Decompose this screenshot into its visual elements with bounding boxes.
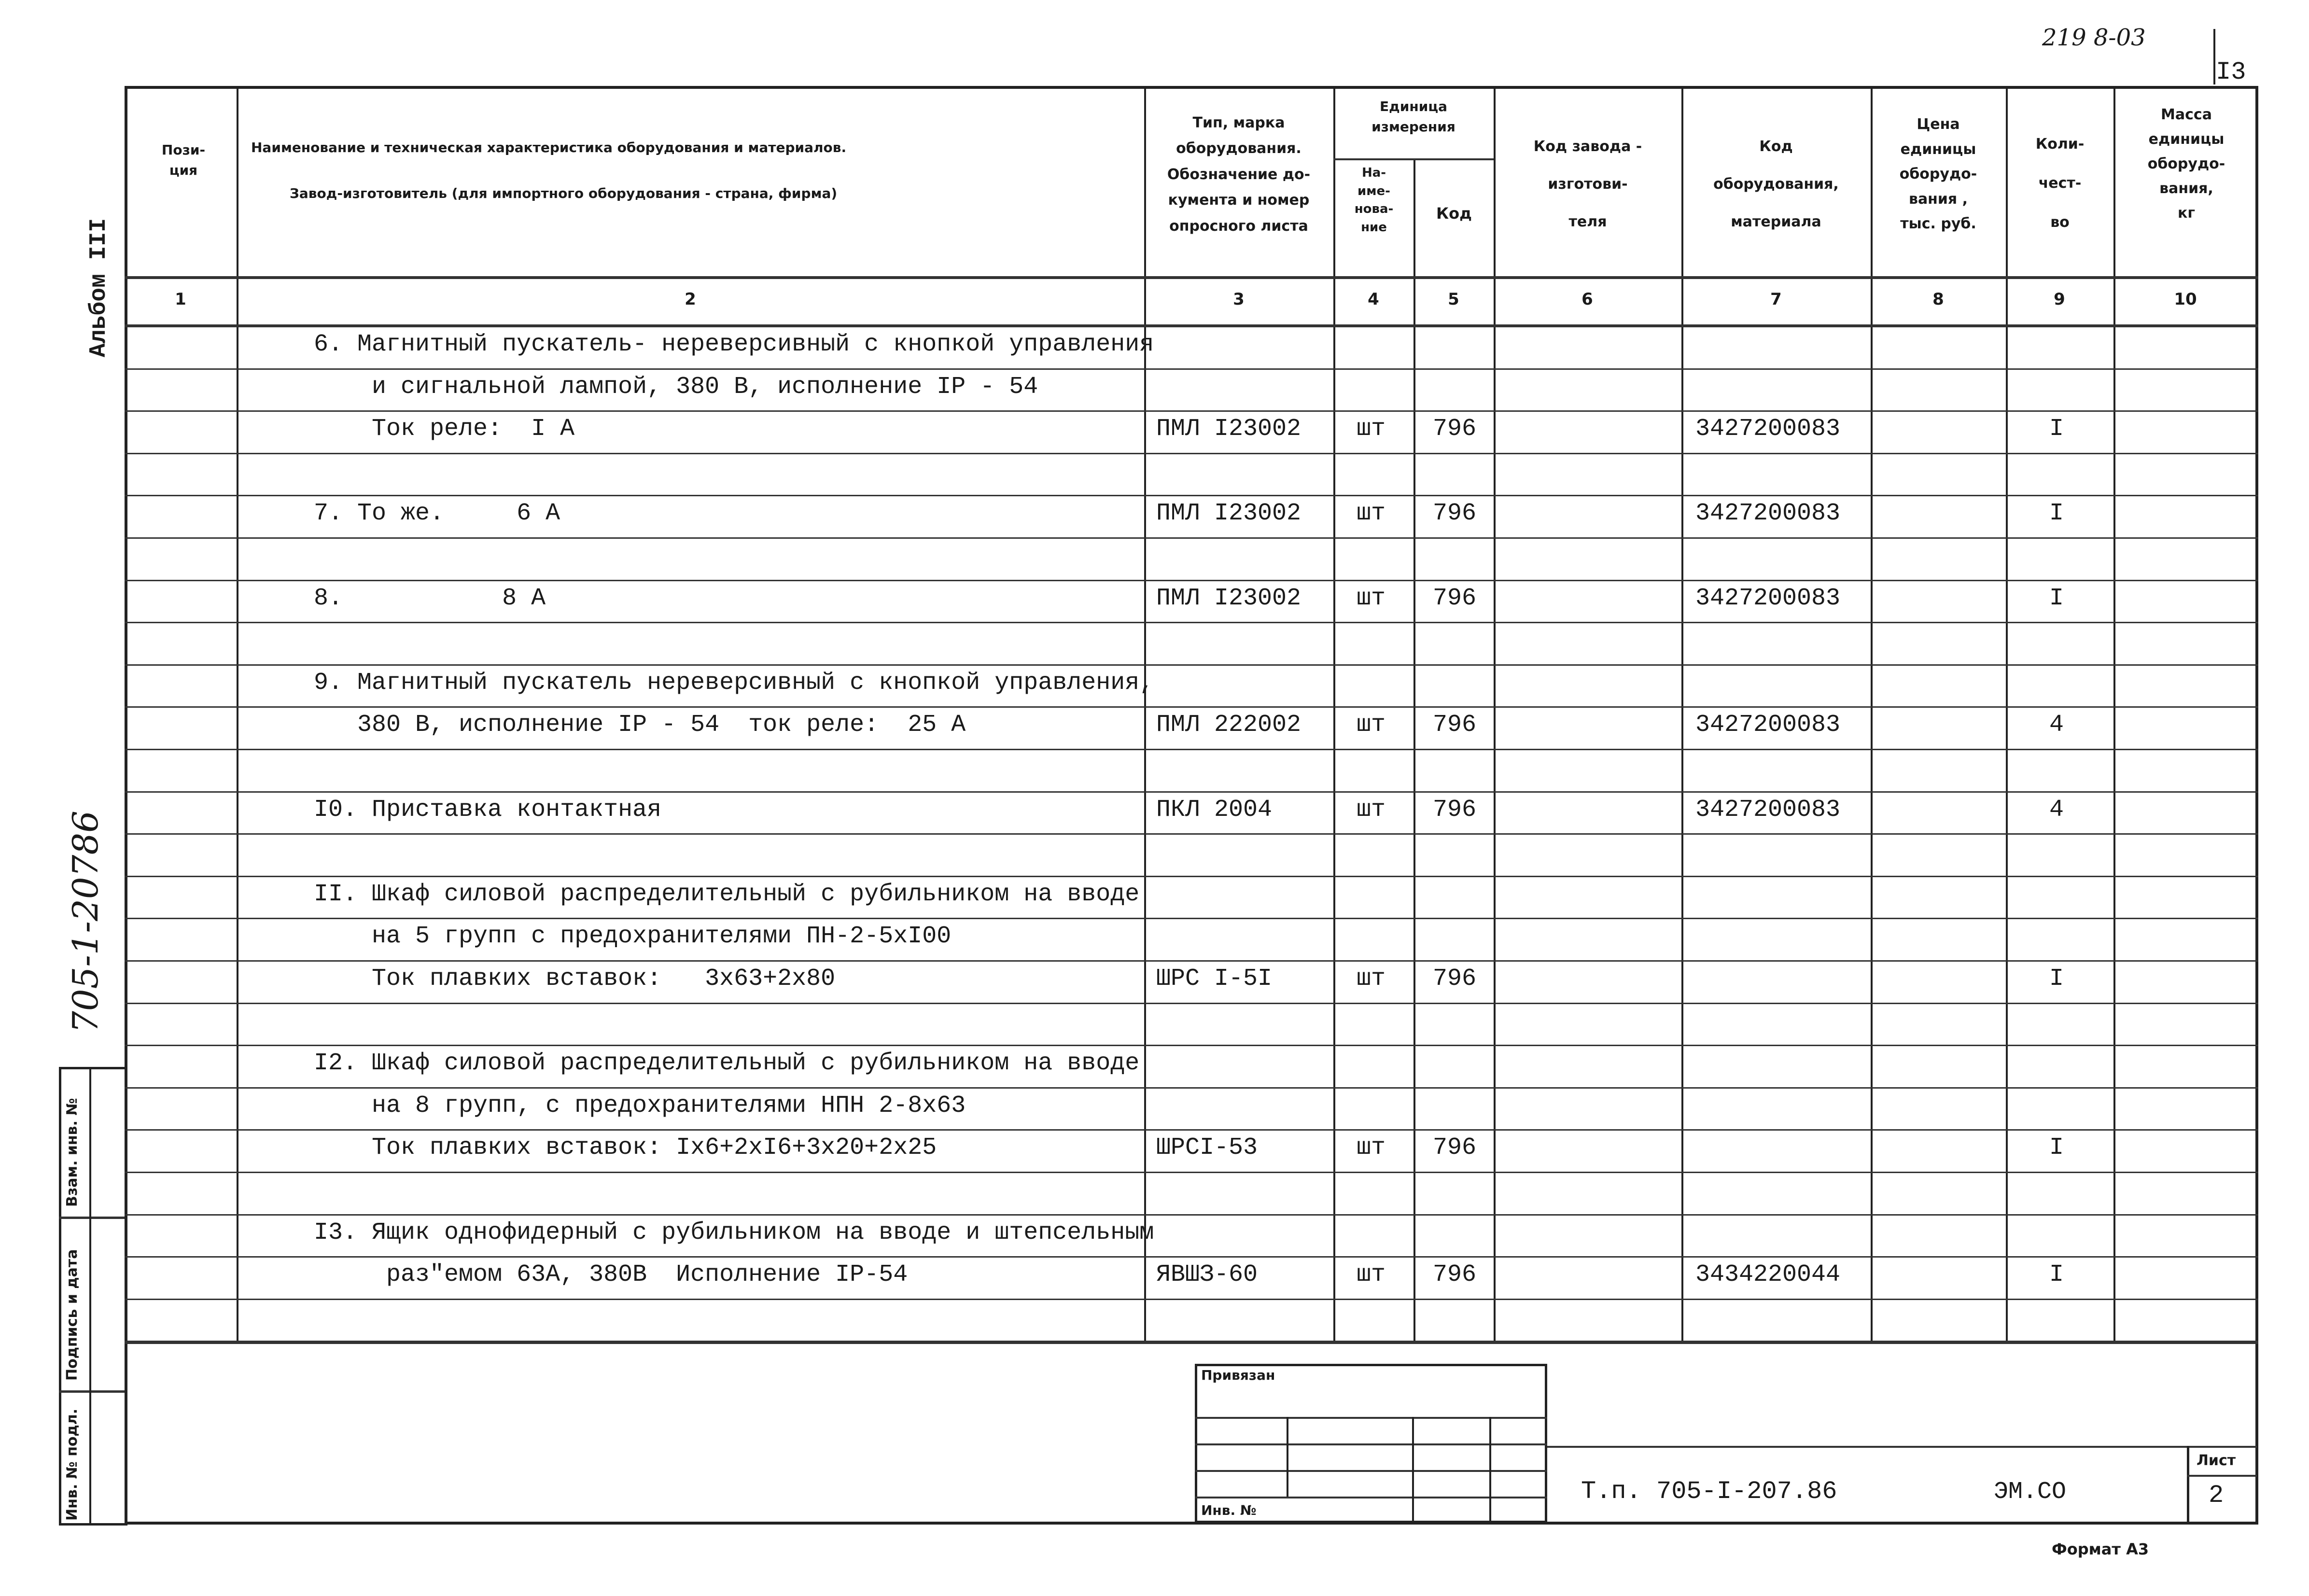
item-description: Ток реле: I А bbox=[314, 415, 575, 443]
row-divider bbox=[125, 453, 2258, 454]
document-code: Т.п. 705-I-207.86 bbox=[1581, 1477, 1837, 1506]
row-divider bbox=[125, 495, 2258, 496]
sheet-number: 2 bbox=[2209, 1481, 2224, 1510]
column-number-1: 1 bbox=[175, 290, 186, 309]
item-description: 9. Магнитный пускатель нереверсивный с кнопкой управления, bbox=[314, 669, 1154, 697]
paper-format: Формат А3 bbox=[2052, 1540, 2149, 1558]
equipment-type: ЯВШЗ-60 bbox=[1156, 1261, 1258, 1289]
top-handwritten-note: 219 8-03 bbox=[2042, 24, 2146, 51]
item-description: I2. Шкаф силовой распределительный с рубильником на вводе bbox=[314, 1050, 1140, 1078]
row-divider bbox=[125, 1045, 2258, 1046]
unit-name: шт bbox=[1357, 584, 1386, 612]
unit-name: шт bbox=[1357, 711, 1386, 739]
column-number-6: 6 bbox=[1581, 290, 1593, 309]
unit-name: шт bbox=[1357, 500, 1386, 528]
row-divider bbox=[125, 706, 2258, 708]
equipment-type: ШРС I-5I bbox=[1156, 965, 1273, 993]
quantity: I bbox=[2049, 584, 2064, 612]
album-label: Альбом III bbox=[86, 218, 112, 357]
material-code: 3427200083 bbox=[1695, 796, 1841, 824]
unit-name: шт bbox=[1357, 1134, 1386, 1162]
column-number-7: 7 bbox=[1770, 290, 1782, 309]
column-number-9: 9 bbox=[2054, 290, 2065, 309]
column-number-3: 3 bbox=[1233, 290, 1245, 309]
header-mass: Масса единицы оборудо- вания, кг bbox=[2147, 106, 2225, 222]
stamp-inventory-label: Инв. № bbox=[1201, 1502, 1257, 1518]
equipment-type: ПКЛ 2004 bbox=[1156, 796, 1273, 824]
stamp-label-replacement: Взам. инв. № bbox=[64, 1098, 81, 1207]
row-divider bbox=[125, 580, 2258, 581]
material-code: 3427200083 bbox=[1695, 500, 1841, 528]
item-description: I3. Ящик однофидерный с рубильником на вводе и штепсельным bbox=[314, 1218, 1154, 1246]
equipment-type: ПМЛ I23002 bbox=[1156, 500, 1301, 528]
row-divider bbox=[125, 368, 2258, 370]
column-number-4: 4 bbox=[1368, 290, 1379, 309]
item-description: и сигнальной лампой, 380 В, исполнение IP - 54 bbox=[314, 373, 1038, 401]
item-description: на 5 групп с предохранителями ПН-2-5хI00 bbox=[314, 923, 952, 951]
quantity: I bbox=[2049, 500, 2064, 528]
unit-code: 796 bbox=[1433, 500, 1477, 528]
material-code: 3427200083 bbox=[1695, 415, 1841, 443]
equipment-type: ПМЛ 222002 bbox=[1156, 711, 1301, 739]
corner-sheet-number: I3 bbox=[2216, 58, 2246, 86]
header-name-line1: Наименование и техническая характеристика оборудования и материалов. bbox=[251, 140, 847, 155]
quantity: I bbox=[2049, 1134, 2064, 1162]
item-description: Ток плавких вставок: Iх6+2хI6+3х20+2х25 bbox=[314, 1134, 937, 1162]
corner-divider bbox=[2213, 29, 2215, 84]
row-divider bbox=[125, 918, 2258, 919]
unit-code: 796 bbox=[1433, 1134, 1477, 1162]
material-code: 3427200083 bbox=[1695, 711, 1841, 739]
item-description: 380 В, исполнение IP - 54 ток реле: 25 А bbox=[314, 711, 966, 739]
header-unit-name: На- име- нова- ние bbox=[1354, 166, 1394, 235]
unit-code: 796 bbox=[1433, 1261, 1477, 1289]
item-description: 8. 8 А bbox=[314, 584, 546, 612]
header-quantity: Коли- чест- во bbox=[2035, 136, 2085, 231]
quantity: I bbox=[2049, 1261, 2064, 1289]
item-description: 7. То же. 6 А bbox=[314, 500, 560, 528]
item-description: I0. Приставка контактная bbox=[314, 796, 662, 824]
row-divider bbox=[125, 537, 2258, 539]
item-description: 6. Магнитный пускатель- нереверсивный с кнопкой управления bbox=[314, 331, 1154, 358]
unit-name: шт bbox=[1357, 415, 1386, 443]
row-divider bbox=[125, 749, 2258, 750]
row-divider bbox=[125, 833, 2258, 835]
row-divider bbox=[125, 1299, 2258, 1300]
header-unit-code: Код bbox=[1436, 204, 1472, 223]
row-divider bbox=[125, 876, 2258, 877]
row-divider bbox=[125, 1087, 2258, 1089]
sheet-label: Лист bbox=[2197, 1452, 2236, 1469]
equipment-type: ПМЛ I23002 bbox=[1156, 584, 1301, 612]
material-code: 3434220044 bbox=[1695, 1261, 1841, 1289]
quantity: I bbox=[2049, 965, 2064, 993]
unit-name: шт bbox=[1357, 965, 1386, 993]
unit-name: шт bbox=[1357, 1261, 1386, 1289]
column-number-2: 2 bbox=[685, 290, 696, 309]
row-divider bbox=[125, 664, 2258, 666]
item-description: на 8 групп, с предохранителями НПН 2-8х63 bbox=[314, 1092, 966, 1120]
row-divider bbox=[125, 960, 2258, 962]
document-mark: ЭМ.СО bbox=[1994, 1478, 2067, 1506]
quantity: 4 bbox=[2049, 711, 2064, 739]
stamp-label-original: Инв. № подл. bbox=[64, 1408, 81, 1521]
row-divider bbox=[125, 791, 2258, 793]
row-divider bbox=[125, 1003, 2258, 1004]
column-number-8: 8 bbox=[1932, 290, 1944, 309]
header-price: Цена единицы оборудо- вания , тыс. руб. bbox=[1899, 116, 1977, 233]
unit-code: 796 bbox=[1433, 584, 1477, 612]
side-document-number: 705-1-20786 bbox=[65, 811, 106, 1033]
material-code: 3427200083 bbox=[1695, 584, 1841, 612]
quantity: 4 bbox=[2049, 796, 2064, 824]
stamp-attached-label: Привязан bbox=[1201, 1367, 1275, 1383]
unit-code: 796 bbox=[1433, 711, 1477, 739]
header-factory-code: Код завода - изготови- теля bbox=[1533, 138, 1642, 230]
column-number-10: 10 bbox=[2174, 290, 2197, 309]
item-description: II. Шкаф силовой распределительный с рубильником на вводе bbox=[314, 880, 1140, 908]
unit-code: 796 bbox=[1433, 796, 1477, 824]
header-unit-group: Единица измерения bbox=[1371, 98, 1455, 135]
stamp-label-signature: Подпись и дата bbox=[64, 1249, 81, 1381]
item-description: раз"емом 63А, 380В Исполнение IP-54 bbox=[314, 1261, 908, 1289]
row-divider bbox=[125, 1129, 2258, 1131]
header-position: Пози- ция bbox=[161, 142, 206, 178]
unit-code: 796 bbox=[1433, 415, 1477, 443]
column-number-5: 5 bbox=[1448, 290, 1459, 309]
unit-code: 796 bbox=[1433, 965, 1477, 993]
row-divider bbox=[125, 1172, 2258, 1173]
row-divider bbox=[125, 1341, 2258, 1342]
unit-name: шт bbox=[1357, 796, 1386, 824]
item-description: Ток плавких вставок: 3х63+2х80 bbox=[314, 965, 836, 993]
row-divider bbox=[125, 622, 2258, 623]
header-name-line2: Завод-изготовитель (для импортного оборудования - страна, фирма) bbox=[290, 185, 838, 201]
row-divider bbox=[125, 1256, 2258, 1258]
row-divider bbox=[125, 410, 2258, 412]
quantity: I bbox=[2049, 415, 2064, 443]
header-material-code: Код оборудования, материала bbox=[1713, 138, 1839, 230]
equipment-type: ШРСI-53 bbox=[1156, 1134, 1258, 1162]
equipment-type: ПМЛ I23002 bbox=[1156, 415, 1301, 443]
row-divider bbox=[125, 1214, 2258, 1216]
header-type: Тип, марка оборудования. Обозначение до- кумента и номер опросного листа bbox=[1167, 114, 1311, 235]
